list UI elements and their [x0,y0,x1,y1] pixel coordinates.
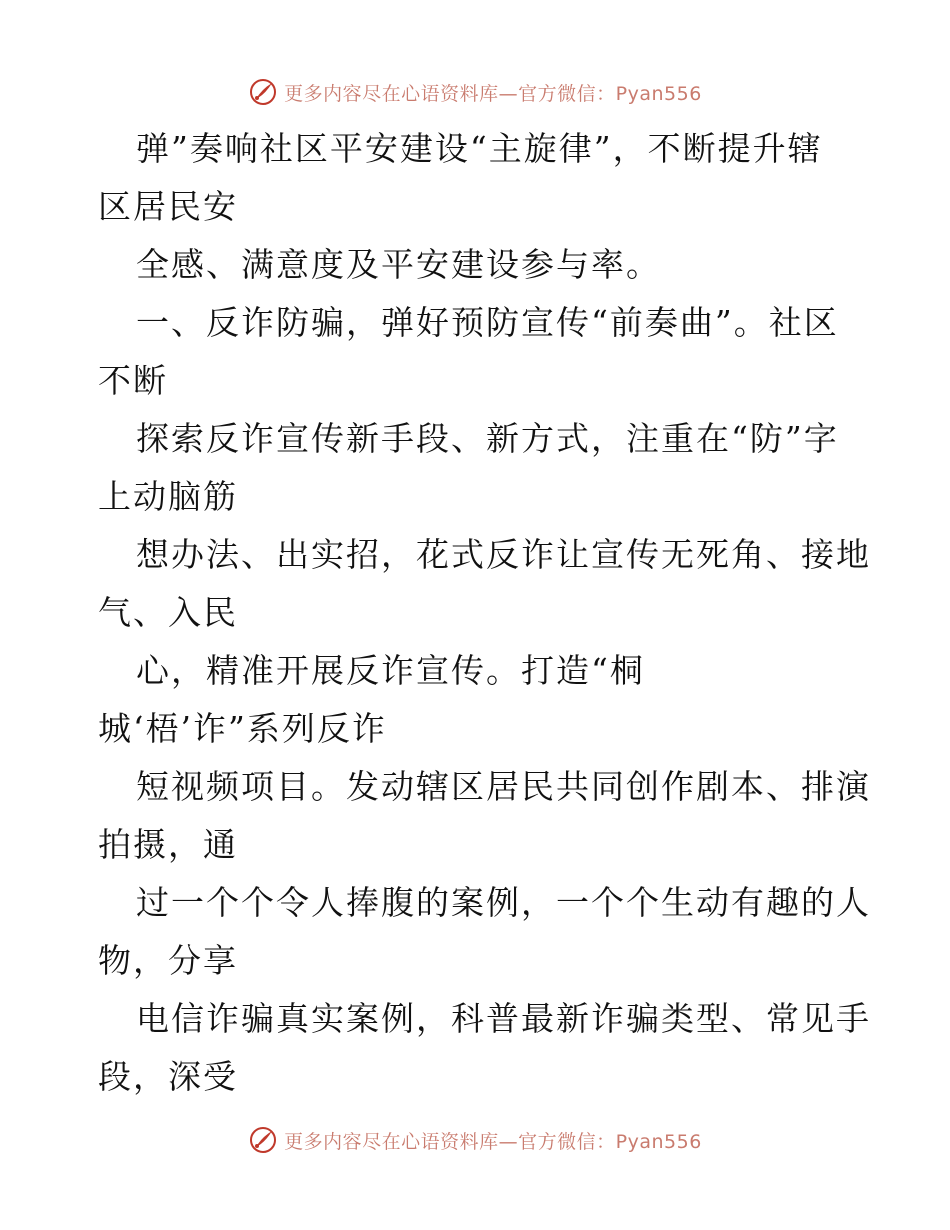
text-line: 拍摄，通 [98,825,238,864]
text-line: 物，分享 [98,941,238,980]
text-line: 城‘梧’诈”系列反诈 [98,709,387,748]
text-line: 区居民安 [98,187,238,226]
feather-pen-logo-icon [248,1125,278,1155]
text-line: 想办法、出实招，花式反诈让宣传无死角、接地 [136,535,871,574]
text-line: 一、反诈防骗，弹好预防宣传“前奏曲”。社区 [136,303,839,342]
text-line: 过一个个令人捧腹的案例，一个个生动有趣的人 [136,883,871,922]
text-line: 气、入民 [98,593,238,632]
text-line: 段，深受 [98,1057,238,1096]
text-line: 全感、满意度及平安建设参与率。 [136,245,661,284]
header-watermark-text: 更多内容尽在心语资料库—官方微信：Pyan556 [284,82,702,105]
text-line: 弹”奏响社区平安建设“主旋律”，不断提升辖 [136,129,823,168]
text-line: 不断 [98,361,168,400]
text-line: 心，精准开展反诈宣传。打造“桐 [136,651,645,690]
text-line: 上动脑筋 [98,477,238,516]
text-line: 短视频项目。发动辖区居民共同创作剧本、排演 [136,767,871,806]
text-line: 探索反诈宣传新手段、新方式，注重在“防”字 [136,419,839,458]
footer-watermark [0,1120,950,1160]
document-body [98,120,871,1106]
text-line: 电信诈骗真实案例，科普最新诈骗类型、常见手 [136,999,871,1038]
feather-pen-logo-icon [248,77,278,107]
footer-watermark-text: 更多内容尽在心语资料库—官方微信：Pyan556 [284,1130,702,1153]
header-watermark [0,72,950,112]
